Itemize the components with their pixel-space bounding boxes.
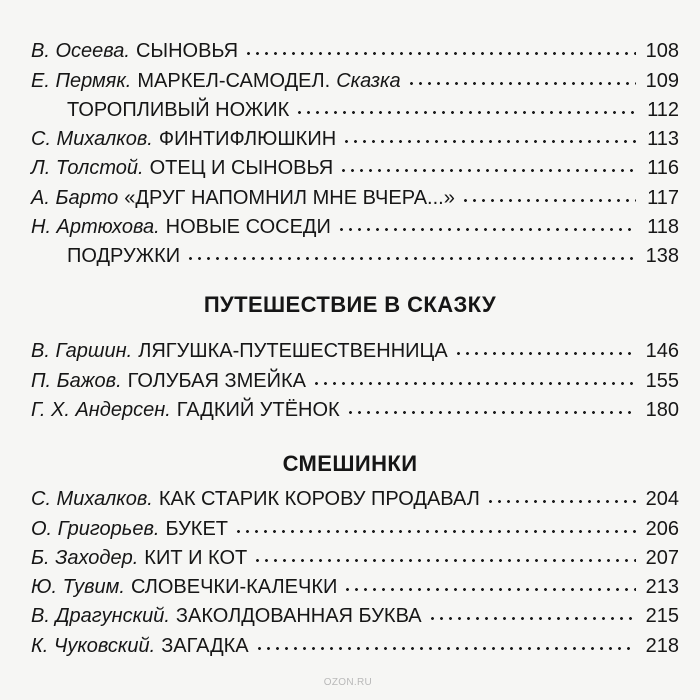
- toc-entry-title: НОВЫЕ СОСЕДИ: [165, 216, 331, 239]
- toc-entry-title: ГОЛУБАЯ ЗМЕЙКА: [127, 369, 306, 392]
- toc-entry: [31, 62, 679, 91]
- toc-entry-author: В. Драгунский.: [31, 605, 170, 628]
- toc-entry: [31, 238, 679, 267]
- toc-entry: [31, 92, 679, 121]
- toc-entry-author: Ю. Тувим.: [31, 576, 125, 599]
- toc-entry: [31, 481, 679, 510]
- dot-leader: [255, 645, 636, 652]
- toc-entry-title-suffix: Сказка: [336, 69, 401, 92]
- toc-entry-page: 138: [645, 245, 679, 268]
- dot-leader: [253, 557, 636, 564]
- dot-leader: [244, 50, 636, 57]
- toc-entry-author: Л. Толстой.: [31, 157, 144, 180]
- toc-entry-title: «ДРУГ НАПОМНИЛ МНЕ ВЧЕРА...»: [124, 186, 455, 209]
- toc-entry-title: БУКЕТ: [165, 517, 229, 540]
- toc-entry: [31, 627, 679, 656]
- section-heading: СМЕШИНКИ: [282, 451, 418, 476]
- toc-entry-title: ТОРОПЛИВЫЙ НОЖИК: [67, 98, 290, 121]
- dot-leader: [486, 498, 636, 505]
- toc-entry-title: ФИНТИФЛЮШКИН: [158, 128, 337, 151]
- toc-entry-page: 206: [645, 517, 679, 540]
- toc-entry: [31, 209, 679, 238]
- dot-leader: [407, 80, 636, 87]
- toc-entry-title: ГАДКИЙ УТЁНОК: [176, 398, 340, 421]
- toc-entry-author: С. Михалков.: [31, 488, 153, 511]
- toc-entry: [31, 121, 679, 150]
- toc-entry: [31, 540, 679, 569]
- toc-entry-page: 118: [647, 216, 679, 239]
- toc-entry-author: Г. Х. Андерсен.: [31, 398, 171, 421]
- toc-entry-title: ЗАГАДКА: [161, 634, 249, 657]
- toc-entry-title: СЫНОВЬЯ: [135, 40, 239, 63]
- toc-entry-page: 180: [645, 398, 679, 421]
- dot-leader: [428, 615, 636, 622]
- toc-entry-author: А. Барто: [31, 186, 119, 209]
- toc-entry: [31, 392, 679, 421]
- toc-entry-author: Е. Пермяк.: [31, 69, 132, 92]
- toc-entry-page: 116: [647, 157, 679, 180]
- toc-entry: [31, 333, 679, 362]
- toc-entry-page: 204: [645, 488, 679, 511]
- toc-entry-author: С. Михалков.: [31, 128, 153, 151]
- toc-entry-author: В. Гаршин.: [31, 340, 133, 363]
- dot-leader: [295, 109, 636, 116]
- toc-entry-page: 112: [647, 98, 679, 121]
- toc-entry-title: ЛЯГУШКА-ПУТЕШЕСТВЕННИЦА: [138, 340, 448, 363]
- toc-entry-page: 207: [645, 546, 679, 569]
- toc-entry: [31, 598, 679, 627]
- toc-entry-page: 213: [645, 576, 679, 599]
- toc-entry-page: 117: [647, 186, 679, 209]
- toc-entry: [31, 569, 679, 598]
- toc-entry-author: Н. Артюхова.: [31, 216, 160, 239]
- watermark: OZON.RU: [323, 677, 372, 688]
- toc-entry-page: 108: [645, 40, 679, 63]
- toc-entry-title: КАК СТАРИК КОРОВУ ПРОДАВАЛ: [158, 488, 480, 511]
- dot-leader: [454, 350, 636, 357]
- toc-entry: [31, 510, 679, 539]
- dot-leader: [312, 380, 636, 387]
- toc-entry-page: 215: [645, 605, 679, 628]
- toc-entry-title: СЛОВЕЧКИ-КАЛЕЧКИ: [130, 576, 338, 599]
- toc-entry: [31, 150, 679, 179]
- toc-entry-page: 146: [645, 340, 679, 363]
- toc-entry: [31, 33, 679, 62]
- toc-entry-title: КИТ И КОТ: [144, 546, 248, 569]
- dot-leader: [343, 586, 636, 593]
- toc-section-1-entries: [31, 33, 679, 267]
- toc-entry-page: 155: [645, 369, 679, 392]
- section-heading: ПУТЕШЕСТВИЕ В СКАЗКУ: [203, 292, 497, 317]
- dot-leader: [339, 167, 636, 174]
- toc-entry-author: К. Чуковский.: [31, 634, 156, 657]
- dot-leader: [234, 528, 636, 535]
- dot-leader: [461, 197, 636, 204]
- toc-entry-author: П. Бажов.: [31, 369, 122, 392]
- toc-entry-page: 218: [645, 634, 679, 657]
- dot-leader: [337, 226, 636, 233]
- toc-section-2-entries: [31, 333, 679, 421]
- toc-entry: [31, 179, 679, 208]
- toc-entry-page: 109: [645, 69, 679, 92]
- toc-entry-title: ПОДРУЖКИ: [67, 245, 181, 268]
- toc-entry-title: ОТЕЦ И СЫНОВЬЯ: [149, 157, 334, 180]
- toc-entry: [31, 362, 679, 391]
- dot-leader: [342, 138, 636, 145]
- toc-entry-author: О. Григорьев.: [31, 517, 160, 540]
- toc-entry-author: Б. Заходер.: [31, 546, 139, 569]
- toc-entry-title: МАРКЕЛ-САМОДЕЛ.: [137, 69, 331, 92]
- toc-entry-author: В. Осеева.: [31, 40, 130, 63]
- dot-leader: [186, 255, 636, 262]
- dot-leader: [346, 409, 636, 416]
- toc-entry-page: 113: [647, 128, 679, 151]
- toc-entry-title: ЗАКОЛДОВАННАЯ БУКВА: [175, 605, 422, 628]
- toc-section-3-entries: [31, 481, 679, 657]
